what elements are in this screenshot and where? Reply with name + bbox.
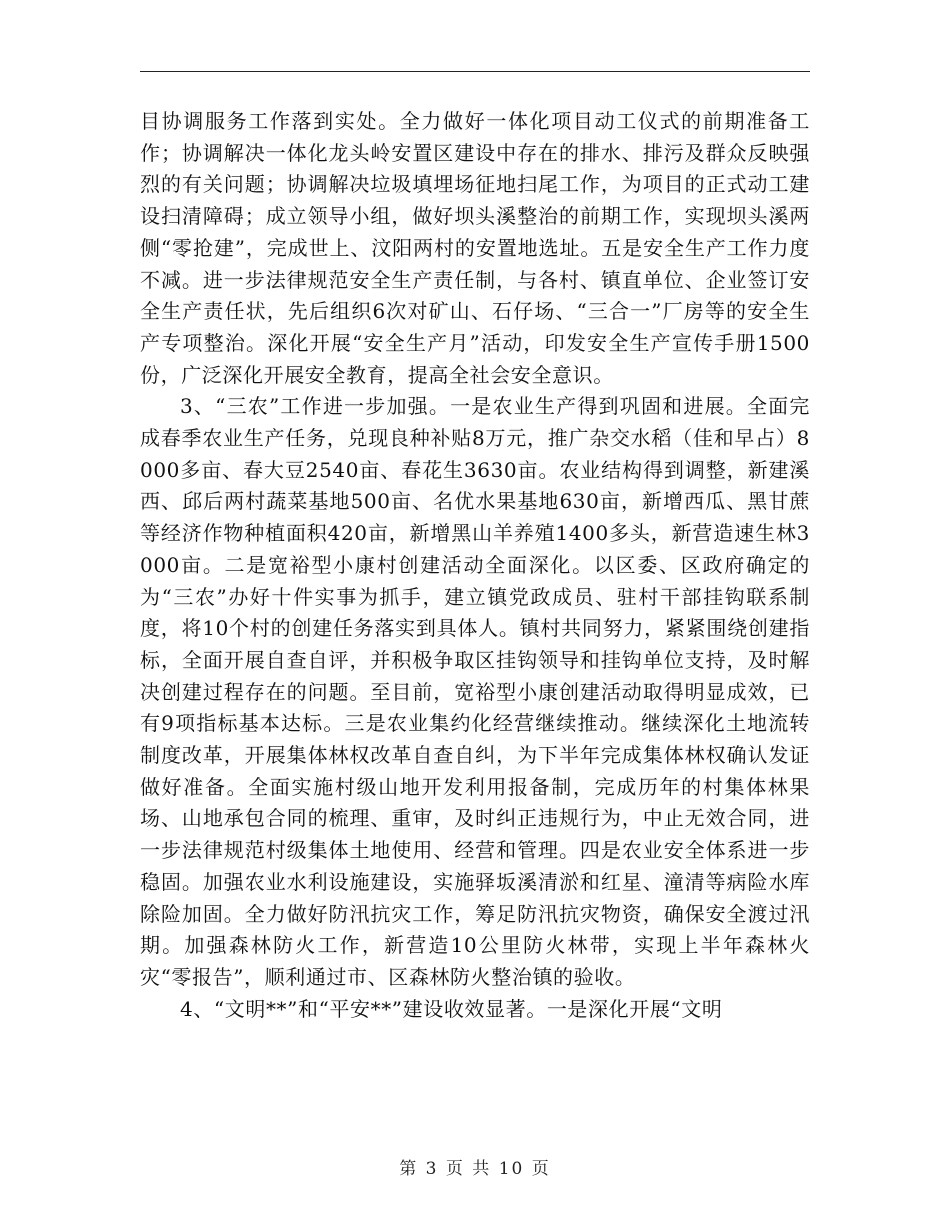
paragraph-section-3: 3、“三农”工作进一步加强。一是农业生产得到巩固和进展。全面完成春季农业生产任务，兑现良种补贴8万元，推广杂交水稻（佳和早占）8000多亩、春大豆2540亩、春花生3630亩。农业结构得到调整，新建溪西、邱后两村蔬菜基地500亩、名优水果基地630亩，新增西瓜、黑甘蔗等经济作物种植面积420亩，新增黑山羊养殖1400多头，新营造速生林3000亩。二是宽裕型小康村创建活动全面深化。以区委、区政府确定的为“三农”办好十件实事为抓手，建立镇党政成员、驻村干部挂钩联系制度，将10个村的创建任务落实到具体人。镇村共同努力，紧紧围绕创建指标，全面开展自查自评，并积极争取区挂钩领导和挂钩单位支持，及时解决创建过程存在的问题。至目前，宽裕型小康创建活动取得明显成效，已有9项指标基本达标。三是农业集约化经营继续推动。继续深化土地流转制度改革，开展集体林权改革自查自纠，为下半年完成集体林权确认发证做好准备。全面实施村级山地开发利用报备制，完成历年的村集体林果场、山地承包合同的梳理、重审，及时纠正违规行为，中止无效合同，进一步法律规范村级集体土地使用、经营和管理。四是农业安全体系进一步稳固。加强农业水利设施建设，实施驿坂溪清淤和红星、潼清等病险水库除险加固。全力做好防汛抗灾工作，筹足防汛抗灾物资，确保安全渡过汛期。加强森林防火工作，新营造10公里防火林带，实现上半年森林火灾“零报告”，顺利通过市、区森林防火整治镇的验收。 (140, 394, 810, 989)
document-body (140, 106, 810, 1025)
header-rule (140, 71, 810, 72)
page-number-footer: 第 3 页 共 10 页 (399, 1159, 551, 1179)
paragraph-section-4: 4、“文明**”和“平安**”建设收效显著。一是深化开展“文明 (180, 996, 723, 1021)
paragraph-continued: 目协调服务工作落到实处。全力做好一体化项目动工仪式的前期准备工作；协调解决一体化龙头岭安置区建设中存在的排水、排污及群众反映强烈的有关问题；协调解决垃圾填埋场征地扫尾工作，为项目的正式动工建设扫清障碍；成立领导小组，做好坝头溪整治的前期工作，实现坝头溪两侧“零抢建”，完成世上、汶阳两村的安置地选址。五是安全生产工作力度不减。进一步法律规范安全生产责任制，与各村、镇直单位、企业签订安全生产责任状，先后组织6次对矿山、石仔场、“三合一”厂房等的安全生产专项整治。深化开展“安全生产月”活动，印发安全生产宣传手册1500份，广泛深化开展安全教育，提高全社会安全意识。 (140, 109, 810, 387)
